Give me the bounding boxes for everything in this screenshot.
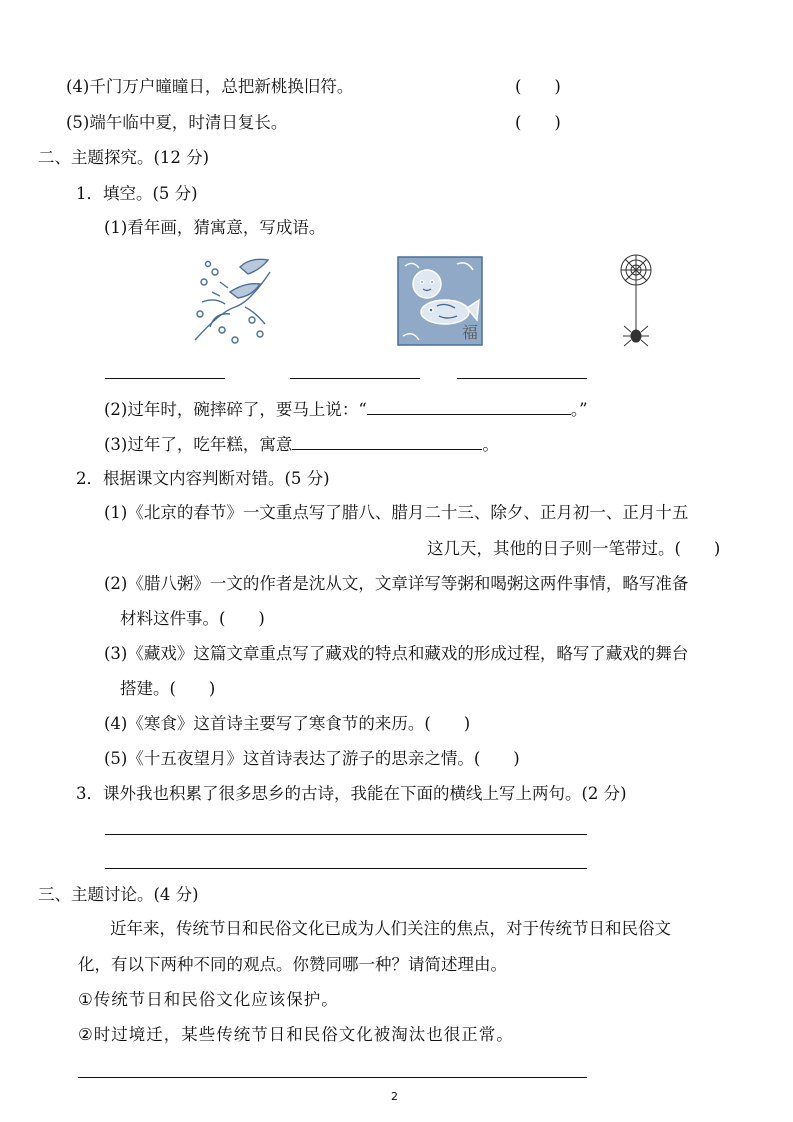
q2-item-2-line1: (2)《腊八粥》一文的作者是沈从文，文章详写等粥和喝粥这两件事情，略写准备 [104, 574, 689, 593]
q1-sub3 [104, 433, 499, 456]
q1-sub2-blank[interactable] [367, 398, 571, 415]
discussion-paragraph-line-1: 近年来，传统节日和民俗文化已成为人们关注的焦点，对于传统节日和民俗文 [110, 919, 671, 938]
q1-sub2 [104, 398, 588, 421]
q2-item-1-line2: 这几天，其他的日子则一笔带过。( ) [427, 539, 721, 558]
q2-item-3-line2: 搭建。( ) [120, 679, 216, 698]
section-3-heading: 三、主题讨论。(4 分) [38, 885, 199, 904]
q1-label: 1．填空。(5 分) [76, 184, 198, 203]
q1-sub3-end: 。 [482, 435, 499, 454]
answer-line-picture-2[interactable] [290, 378, 420, 379]
q2-label: 2．根据课文内容判断对错。(5 分) [76, 469, 330, 488]
q2-item-5: (5)《十五夜望月》这首诗表达了游子的思亲之情。( ) [104, 749, 520, 768]
q2-item-3-line1: (3)《藏戏》这篇文章重点写了藏戏的特点和藏戏的形成过程，略写了藏戏的舞台 [104, 644, 689, 663]
q2-item-4: (4)《寒食》这首诗主要写了寒食节的来历。( ) [104, 714, 471, 733]
question-item-4: (4)千门万户曈曈日，总把新桃换旧符。 [66, 77, 354, 96]
opinion-2: ②时过境迁，某些传统节日和民俗文化被淘汰也很正常。 [78, 1025, 514, 1044]
q3-answer-line-2[interactable] [105, 868, 587, 869]
question-item-5: (5)端午临中夏，时清日复长。 [66, 113, 288, 132]
answer-line-picture-3[interactable] [457, 378, 587, 379]
fu-character: 福 [462, 323, 479, 342]
answer-paren-4[interactable]: ( ) [515, 77, 561, 96]
q1-sub3-prompt: (3)过年了，吃年糕，寓意 [104, 435, 293, 454]
q2-item-2-line2: 材料这件事。( ) [120, 609, 265, 628]
answer-line-picture-1[interactable] [105, 378, 225, 379]
spider-web-picture [614, 252, 658, 348]
discussion-paragraph-line-2: 化，有以下两种不同的观点。你赞同哪一种？请简述理由。 [78, 955, 507, 974]
magpie-plum-picture [190, 252, 280, 348]
page-number: 2 [391, 1090, 398, 1103]
q3-answer-line-1[interactable] [105, 834, 587, 835]
q1-sub1: (1)看年画，猜寓意，写成语。 [104, 218, 326, 237]
opinion-1: ①传统节日和民俗文化应该保护。 [78, 990, 339, 1009]
q1-sub2-prompt: (2)过年时，碗摔碎了，要马上说：“ [104, 400, 367, 419]
q1-sub2-end: 。” [570, 400, 588, 419]
discussion-answer-line[interactable] [78, 1077, 587, 1078]
q1-sub3-blank[interactable] [292, 433, 482, 450]
section-2-heading: 二、主题探究。(12 分) [38, 148, 210, 167]
answer-paren-5[interactable]: ( ) [515, 113, 561, 132]
q3-label: 3．课外我也积累了很多思乡的古诗，我能在下面的横线上写上两句。(2 分) [76, 784, 627, 803]
q2-item-1-line1: (1)《北京的春节》一文重点写了腊八、腊月二十三、除夕、正月初一、正月十五 [104, 503, 689, 522]
